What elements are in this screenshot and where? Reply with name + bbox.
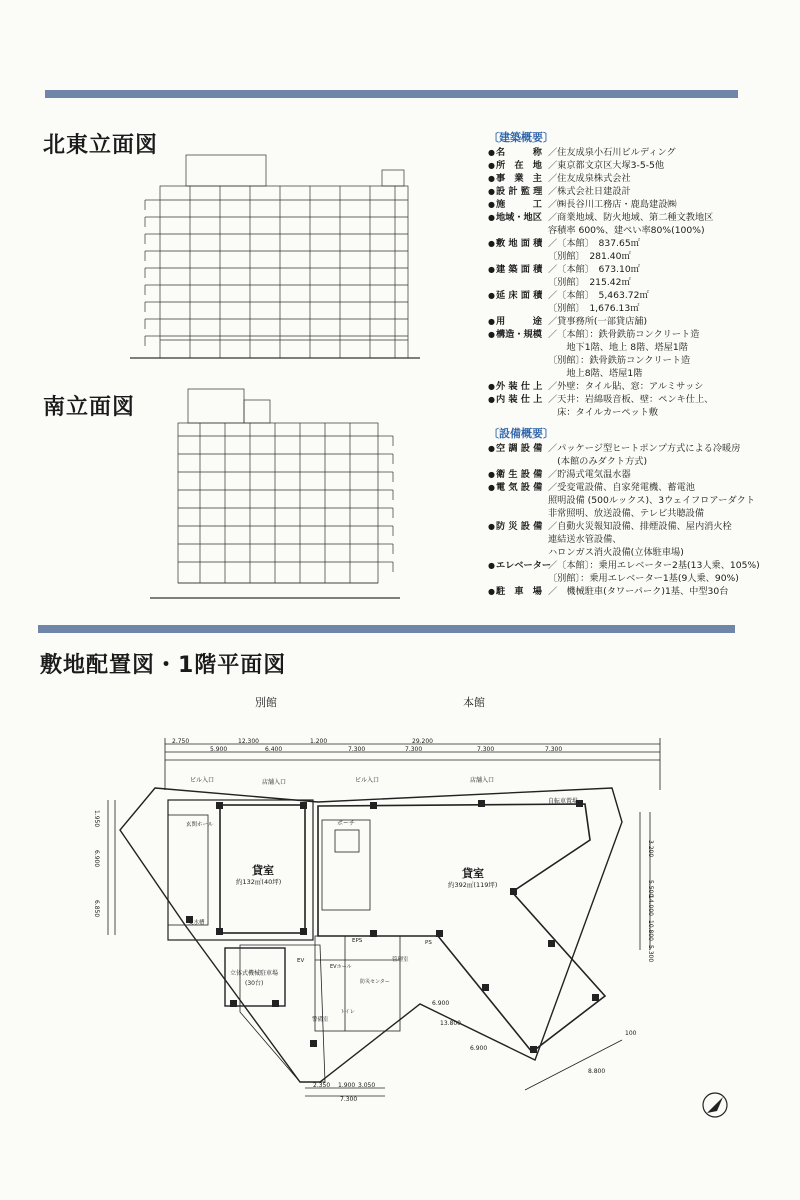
dimension-label: 6.850 xyxy=(93,900,100,918)
parking-label: 立体式機械駐車場 xyxy=(230,970,279,977)
annex-room-area: 約132㎡(40坪) xyxy=(236,878,282,886)
spec-value: 〔別館〕 281.40㎡ xyxy=(548,251,631,262)
dimension-label: 2.350 xyxy=(313,1082,331,1089)
building-overview-title: 〔建築概要〕 xyxy=(488,131,554,144)
dimension-label: 6.400 xyxy=(265,746,283,753)
spec-value: ／〔本館〕 837.65㎡ xyxy=(548,238,640,249)
dimension-label: 7.300 xyxy=(477,746,495,753)
spec-value: ／〔本館〕 5,463.72㎡ xyxy=(548,290,649,301)
annex-room-label: 貸室 xyxy=(252,864,274,877)
dimension-label: 13.800 xyxy=(440,1020,461,1027)
spec-label: ● 事 業 主 xyxy=(488,172,548,185)
main-building-caption: 本館 xyxy=(463,696,485,709)
spec-label: ● 設 計 監 理 xyxy=(488,185,548,198)
dimension-label: 7.300 xyxy=(405,746,423,753)
dimension-label: 14.000 xyxy=(647,895,654,916)
spec-value: ／自動火災報知設備、排煙設備、屋内消火栓 xyxy=(548,521,732,532)
spec-value: 〔別館〕 1,676.13㎡ xyxy=(548,303,640,314)
dimension-label: 12.300 xyxy=(238,738,259,745)
south-elevation-heading: 南立面図 xyxy=(43,395,136,420)
porch-label: ポーチ xyxy=(337,820,356,827)
spec-label: ● 内 装 仕 上 xyxy=(488,393,548,406)
entrance-annex-label: ビル入口 xyxy=(190,777,215,784)
spec-value: 非常照明、放送設備、テレビ共聴設備 xyxy=(548,508,705,519)
spec-value: 連結送水管設備、 xyxy=(548,534,622,545)
hall-label: 玄関ホール xyxy=(186,822,214,828)
spec-label: ● 衛 生 設 備 xyxy=(488,468,548,481)
spec-label: ● 建 築 面 積 xyxy=(488,263,548,276)
dimension-label: 7.300 xyxy=(545,746,563,753)
spec-value: ／パッケージ型ヒートポンプ方式による冷暖房 xyxy=(548,443,741,454)
dimension-label: 6.900 xyxy=(432,1000,450,1007)
dimension-label: 5.500 xyxy=(647,880,654,898)
eps-label: EPS xyxy=(352,938,363,944)
entrance-shop-label: 店舗入口 xyxy=(262,779,287,786)
spec-label: ● 外 装 仕 上 xyxy=(488,380,548,393)
main-room-label: 貸室 xyxy=(462,867,484,880)
spec-value: ／ 機械駐車(タワーパーク)1基、中型30台 xyxy=(548,586,729,597)
spec-value: ／住友成泉小石川ビルディング xyxy=(548,147,676,158)
dimension-label: 5.300 xyxy=(647,945,654,963)
spec-value: ／受変電設備、自家発電機、蓄電池 xyxy=(548,482,695,493)
spec-value: ／貸事務所(一部貸店舗) xyxy=(548,316,648,327)
spec-value: ／貯湯式電気温水器 xyxy=(548,469,631,480)
ev-hall-label: EVホール xyxy=(330,964,352,970)
spec-value: ／〔本館〕：乗用エレベーター2基(13人乗、105%) xyxy=(548,560,760,571)
spec-label: ● 駐 車 場 xyxy=(488,585,548,598)
spec-label: ● 敷 地 面 積 xyxy=(488,237,548,250)
dimension-label: 2.750 xyxy=(172,738,190,745)
spec-value: 容積率 600%、建ぺい率80%(100%) xyxy=(548,225,705,236)
spec-label: ● 名 称 xyxy=(488,146,548,159)
spec-value: ハロンガス消火設備(立体駐車場) xyxy=(548,547,684,558)
dimension-label: 1.900 xyxy=(338,1082,356,1089)
dimension-label: 3.200 xyxy=(647,840,654,858)
dimension-label: 6.900 xyxy=(93,850,100,868)
spec-label: ● エレベーター xyxy=(488,559,548,572)
spec-value: ／株式会社日建設計 xyxy=(548,186,631,197)
dimension-label: 3.050 xyxy=(358,1082,376,1089)
equipment-overview-title: 〔設備概要〕 xyxy=(488,427,554,440)
spec-label: ● 用 途 xyxy=(488,315,548,328)
bicycle-label: 自転車置場 xyxy=(548,798,579,805)
spec-value: (本館のみダクト方式) xyxy=(548,456,648,467)
bousai-label: 防災センター xyxy=(360,979,390,985)
spec-value: 〔別館〕 215.42㎡ xyxy=(548,277,631,288)
dimension-label: 10.800 xyxy=(647,920,654,941)
spec-value: 〔別館〕：鉄骨鉄筋コンクリート造 xyxy=(548,355,691,366)
main-room-area: 約392㎡(119坪) xyxy=(448,881,498,889)
dimension-label: 1.200 xyxy=(310,738,328,745)
entrance-shop2-label: 店舗入口 xyxy=(470,777,495,784)
spec-value: 〔別館〕：乗用エレベーター1基(9人乗、90%) xyxy=(548,573,739,584)
ps-label: PS xyxy=(425,940,432,946)
dimension-label: 7.300 xyxy=(348,746,366,753)
spec-value: ／商業地域、防火地域、第二種文教地区 xyxy=(548,212,714,223)
dimension-label: 1.950 xyxy=(93,810,100,828)
spec-label: ● 延 床 面 積 xyxy=(488,289,548,302)
guard-label: 警備室 xyxy=(312,1017,329,1023)
spec-value: ／〔本館〕：鉄骨鉄筋コンクリート造 xyxy=(548,329,700,340)
spec-value: ／〔本館〕 673.10㎡ xyxy=(548,264,640,275)
spec-label: ● 所 在 地 xyxy=(488,159,548,172)
dimension-label: 8.800 xyxy=(588,1068,606,1075)
spec-value: ／住友成泉株式会社 xyxy=(548,173,631,184)
tank-label: 受水槽 xyxy=(188,920,205,926)
spec-value: 照明設備 (500ルックス)、3ウェイフロアーダクト xyxy=(548,495,756,506)
spec-label: ● 空 調 設 備 xyxy=(488,442,548,455)
parking-count: (30台) xyxy=(245,980,264,987)
annex-caption: 別館 xyxy=(255,696,277,709)
column-markers xyxy=(186,800,599,1053)
spec-label: ● 施 工 xyxy=(488,198,548,211)
spec-label: ● 地域・地区 xyxy=(488,211,548,224)
spec-value: 床：タイルカーペット敷 xyxy=(548,407,659,418)
spec-label: ● 電 気 設 備 xyxy=(488,481,548,494)
spec-value: 地下1階、地上 8階、塔屋1階 xyxy=(548,342,688,353)
spec-value: ／外壁：タイル貼、窓：アルミサッシ xyxy=(548,381,704,392)
spec-value: ／東京都文京区大塚3-5-5他 xyxy=(548,160,665,171)
entrance-main-label: ビル入口 xyxy=(355,777,380,784)
dimension-label: 7.300 xyxy=(340,1096,358,1103)
dimension-label: 5.900 xyxy=(210,746,228,753)
spec-value: ／天井：岩綿吸音板、壁：ペンキ仕上、 xyxy=(548,394,714,405)
ev-label: EV xyxy=(297,958,305,964)
northeast-elevation-heading: 北東立面図 xyxy=(43,133,159,158)
spec-value: 地上8階、塔屋1階 xyxy=(548,368,643,379)
spec-label: ● 構造・規模 xyxy=(488,328,548,341)
dimension-label: 6.900 xyxy=(470,1045,488,1052)
dimension-label: 100 xyxy=(625,1030,637,1037)
site-plan-heading: 敷地配置図・1階平面図 xyxy=(40,653,287,678)
spec-value: ／㈱長谷川工務店・鹿島建設㈱ xyxy=(548,199,677,210)
north-arrow xyxy=(703,1093,727,1117)
toilet-label: トイレ xyxy=(340,1009,355,1015)
kanri-label: 管理室 xyxy=(392,957,409,963)
dimension-label: 29.200 xyxy=(412,738,433,745)
spec-label: ● 防 災 設 備 xyxy=(488,520,548,533)
